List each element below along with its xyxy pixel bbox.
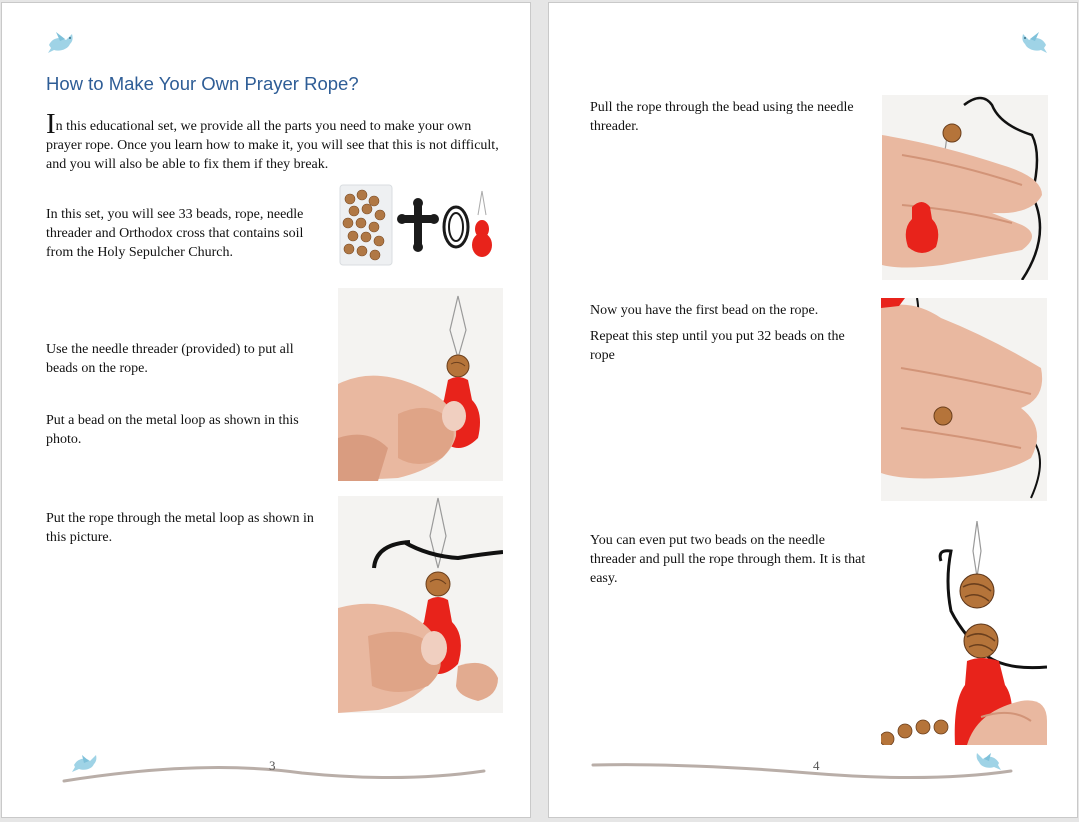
step-5-text: Now you have the first bead on the rope. [590, 303, 819, 318]
kit-contents-text: In this set, you will see 33 beads, rope, needle threader and Orthodox cross that contains soil from the Holy Sepulcher Church. [46, 207, 304, 260]
drop-cap: I [46, 108, 56, 140]
step-1-text: Use the needle threader (provided) to put all beads on the rope. [46, 342, 294, 376]
pull-rope-photo [882, 95, 1048, 280]
step-6-text: Repeat this step until you put 32 beads on the rope [590, 329, 845, 363]
kit-contents-photo [332, 179, 504, 273]
page-title: How to Make Your Own Prayer Rope? [46, 73, 359, 94]
page-3 [1, 2, 531, 818]
step-3-text: Put the rope through the metal loop as shown in this picture. [46, 511, 314, 545]
page-number: 4 [813, 758, 820, 773]
footer-decoration [2, 743, 531, 793]
rope-through-loop-photo [338, 496, 503, 713]
intro-paragraph [46, 108, 506, 174]
bird-icon [46, 29, 80, 55]
two-beads-photo [881, 521, 1047, 745]
page-number: 3 [269, 758, 276, 773]
intro-text: n this educational set, we provide all the parts you need to make your own prayer rope. Once you learn how to make it, you will see that this is not difficult, and you will also be able to fix them if they break. [46, 119, 499, 172]
footer-bird-icon [977, 753, 1001, 770]
step-5-6-text [590, 301, 870, 372]
step-7-text: You can even put two beads on the needle threader and pull the rope through them. It is that easy. [590, 533, 866, 586]
bead-on-loop-photo [338, 288, 503, 481]
footer-bird-icon [72, 755, 96, 772]
step-2-text: Put a bead on the metal loop as shown in this photo. [46, 413, 299, 447]
step-4-text: Pull the rope through the bead using the needle threader. [590, 100, 854, 134]
first-bead-photo [881, 298, 1047, 501]
bird-icon [1015, 29, 1049, 55]
page-4 [548, 2, 1078, 818]
